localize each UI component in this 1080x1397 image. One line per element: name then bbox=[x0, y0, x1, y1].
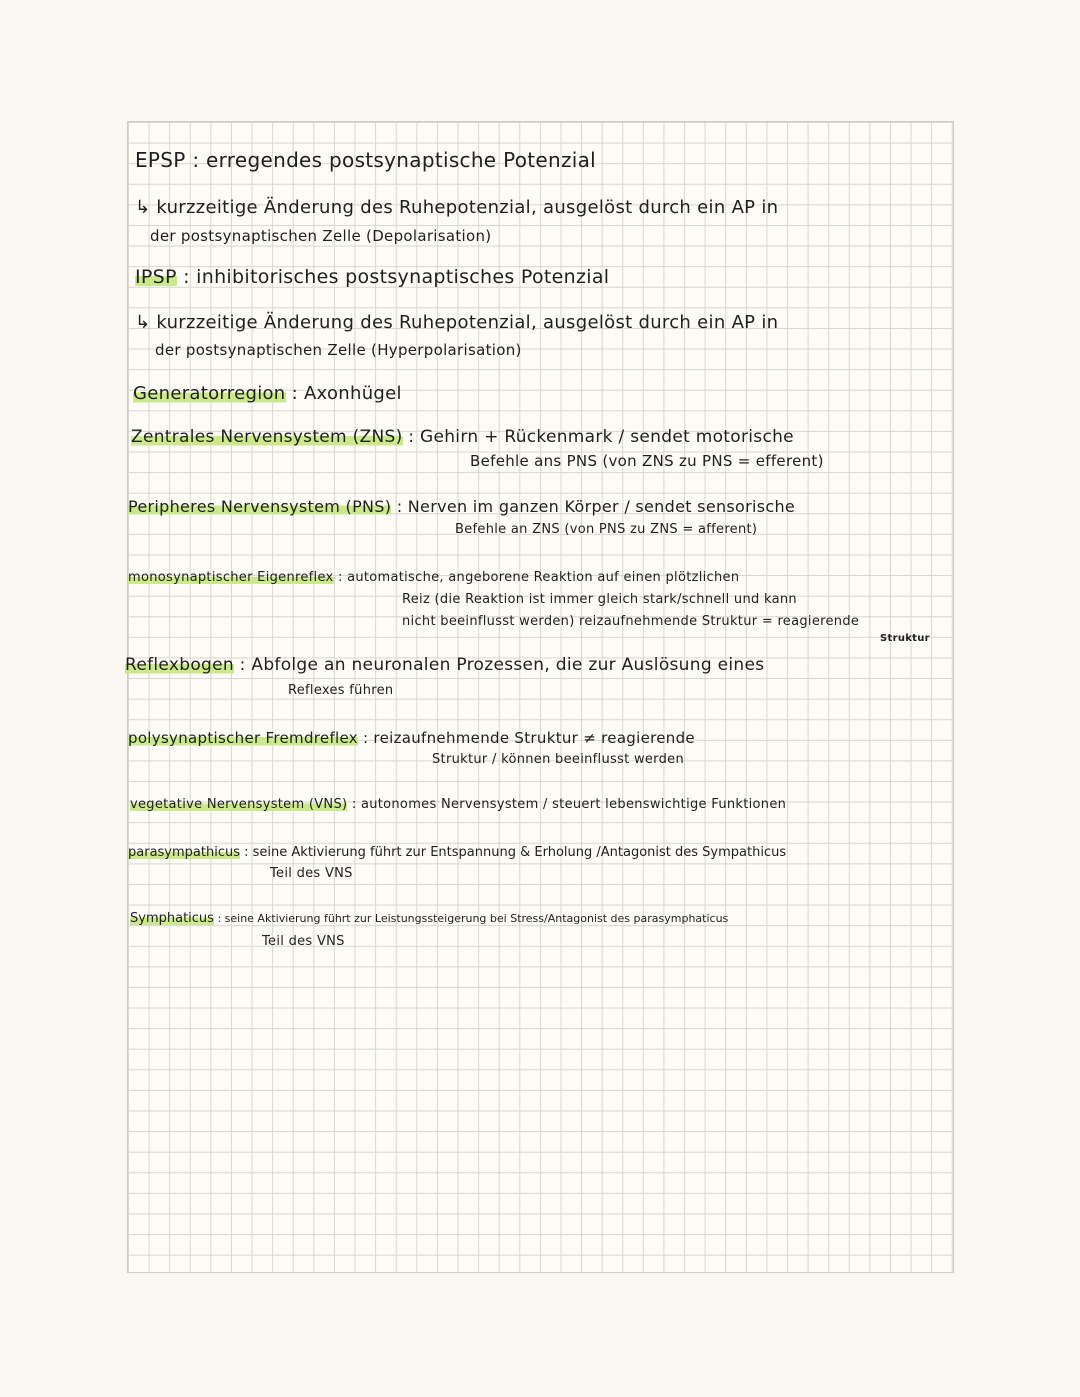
generator-definition: : Axonhügel bbox=[291, 383, 402, 404]
zns-term: Zentrales Nervensystem (ZNS) bbox=[131, 427, 403, 447]
poly-term: polysynaptischer Fremdreflex bbox=[128, 729, 358, 747]
para-line2: Teil des VNS bbox=[270, 866, 353, 881]
epsp-row bbox=[135, 148, 596, 172]
generator-term: Generatorregion bbox=[133, 383, 286, 404]
pns-row bbox=[128, 497, 795, 516]
pns-term: Peripheres Nervensystem (PNS) bbox=[128, 497, 392, 516]
epsp-line1: ↳ kurzzeitige Änderung des Ruhepotenzial, ausgelöst durch ein AP in bbox=[135, 197, 779, 218]
mono-row bbox=[128, 570, 739, 585]
grid-paper bbox=[127, 121, 954, 1273]
poly-line2: Struktur / können beeinflusst werden bbox=[432, 752, 684, 767]
ipsp-definition: : inhibitorisches postsynaptisches Potenzial bbox=[183, 266, 610, 288]
sym-line2: Teil des VNS bbox=[262, 934, 345, 949]
generator-row bbox=[133, 383, 402, 404]
mono-line4: Struktur bbox=[880, 633, 930, 644]
mono-line1: : automatische, angeborene Reaktion auf einen plötzlichen bbox=[337, 570, 740, 585]
vns-term: vegetative Nervensystem (VNS) bbox=[130, 797, 348, 812]
ipsp-line1: ↳ kurzzeitige Änderung des Ruhepotenzial, ausgelöst durch ein AP in bbox=[135, 312, 779, 333]
epsp-term: EPSP bbox=[135, 148, 186, 172]
poly-line1: : reizaufnehmende Struktur ≠ reagierende bbox=[363, 729, 695, 747]
poly-row bbox=[128, 729, 695, 747]
vns-row bbox=[130, 797, 786, 812]
sym-row bbox=[130, 911, 728, 926]
mono-line3: nicht beeinflusst werden) reizaufnehmende Struktur = reagierende bbox=[402, 614, 860, 629]
zns-line2: Befehle ans PNS (von ZNS zu PNS = efferent) bbox=[470, 452, 824, 470]
pns-line2: Befehle an ZNS (von PNS zu ZNS = afferent) bbox=[455, 522, 758, 537]
mono-line2: Reiz (die Reaktion ist immer gleich stark/schnell und kann bbox=[402, 592, 797, 607]
zns-line1: : Gehirn + Rückenmark / sendet motorische bbox=[408, 427, 794, 447]
ipsp-line2: der postsynaptischen Zelle (Hyperpolarisation) bbox=[155, 341, 522, 359]
para-term: parasympathicus bbox=[128, 845, 240, 860]
zns-row bbox=[131, 427, 794, 447]
ipsp-row bbox=[135, 266, 609, 288]
epsp-definition: : erregendes postsynaptische Potenzial bbox=[192, 148, 597, 172]
epsp-line2: der postsynaptischen Zelle (Depolarisation) bbox=[150, 227, 492, 245]
sym-term: Symphaticus bbox=[130, 911, 214, 926]
reflexbogen-line1: : Abfolge an neuronalen Prozessen, die zur Auslösung eines bbox=[239, 655, 765, 675]
reflexbogen-line2: Reflexes führen bbox=[288, 683, 394, 698]
ipsp-term: IPSP bbox=[135, 266, 177, 288]
mono-term: monosynaptischer Eigenreflex bbox=[128, 570, 334, 585]
para-line1: : seine Aktivierung führt zur Entspannung & Erholung /Antagonist des Sympathicus bbox=[244, 845, 787, 860]
vns-line1: : autonomes Nervensystem / steuert lebenswichtige Funktionen bbox=[351, 797, 787, 812]
reflexbogen-term: Reflexbogen bbox=[125, 655, 234, 675]
para-row bbox=[128, 845, 786, 860]
pns-line1: : Nerven im ganzen Körper / sendet sensorische bbox=[396, 497, 796, 516]
reflexbogen-row bbox=[125, 655, 764, 675]
sym-line1: : seine Aktivierung führt zur Leistungssteigerung bei Stress/Antagonist des parasymphaticus bbox=[217, 912, 729, 925]
